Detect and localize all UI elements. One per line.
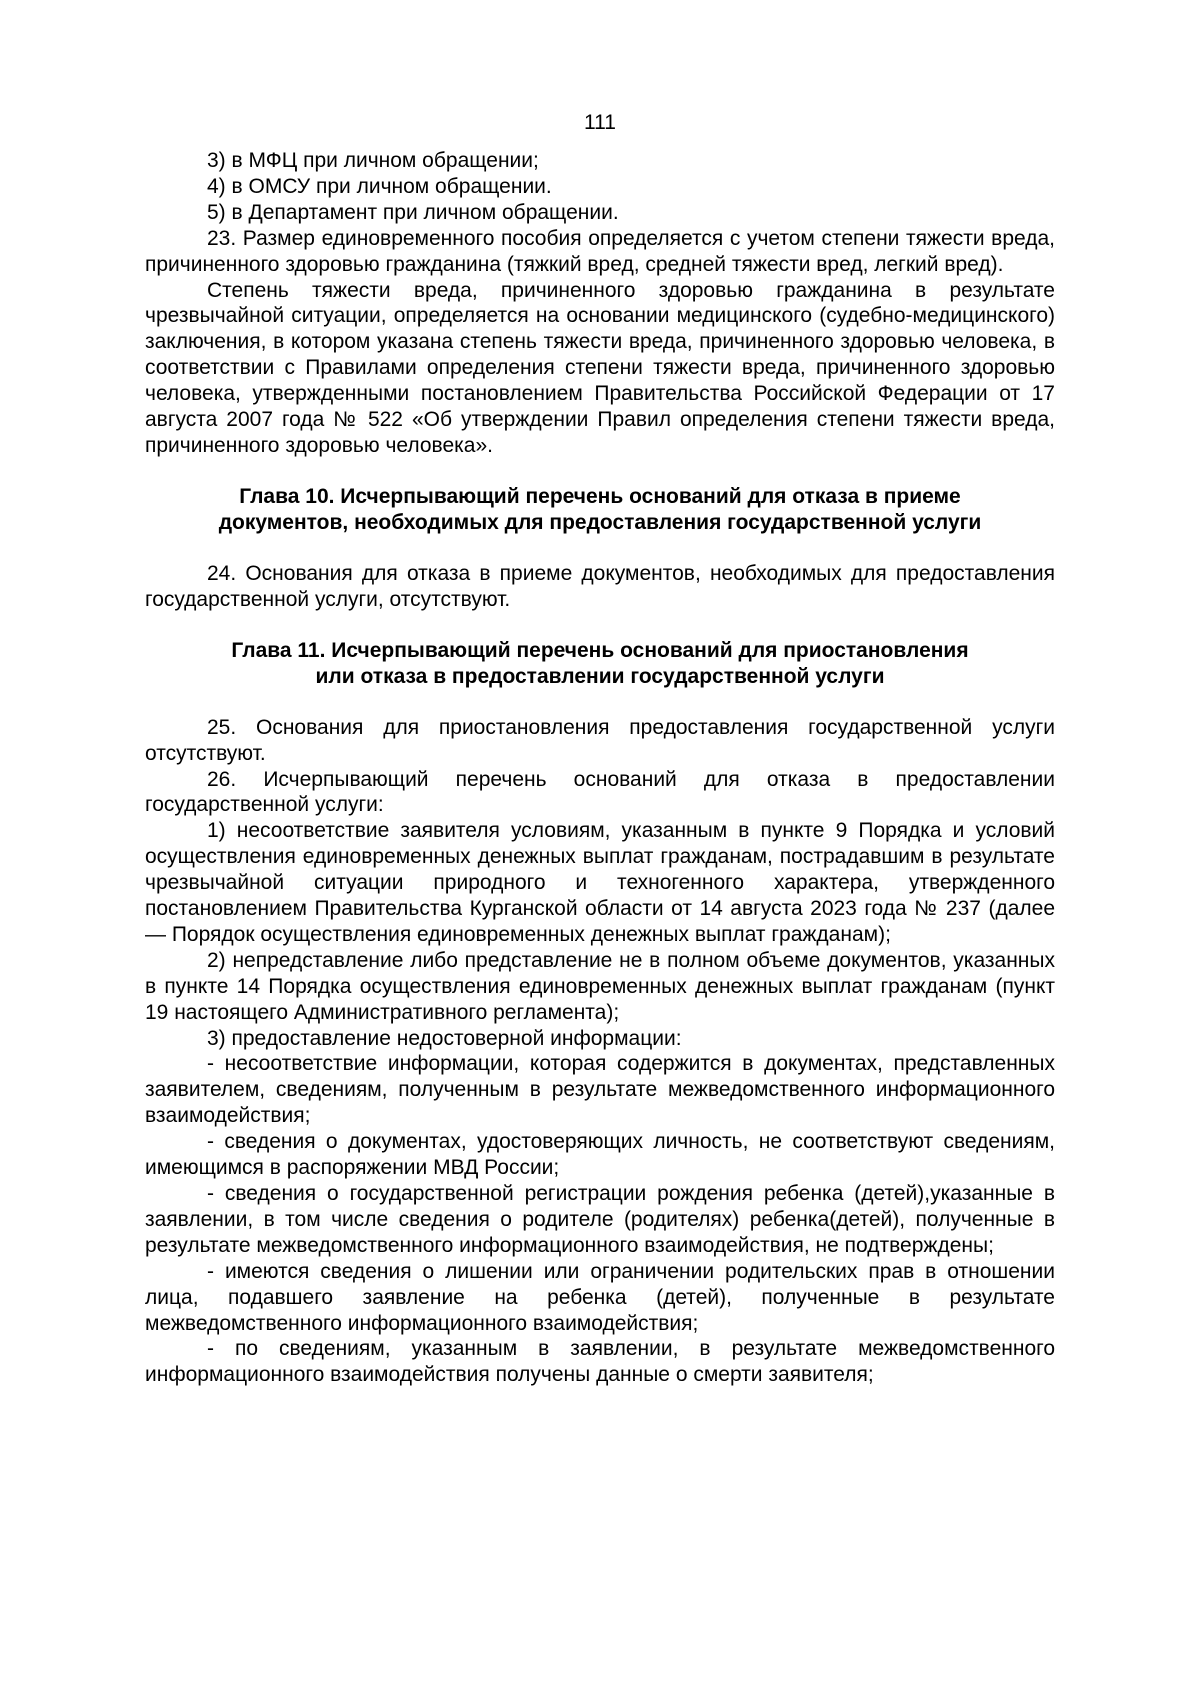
- paragraph-26: 26. Исчерпывающий перечень оснований для отказа в предоставлении государственной услуги:: [145, 767, 1055, 817]
- bullet-item-death-data: - по сведениям, указанным в заявлении, в результате межведомственного информационного взаимодействия получены данные о смерти заявителя;: [145, 1337, 1055, 1387]
- paragraph-26-item-1: 1) несоответствие заявителя условиям, указанным в пункте 9 Порядка и условий осуществления единовременных денежных выплат гражданам, пострадавшим в результате чрезвычайной ситуации природного и техногенного характера, утвержденного постановлением Правительства Курганской области от 14 августа 2023 года № 237 (далее — Порядок осуществления единовременных денежных выплат гражданам);: [145, 819, 1055, 946]
- chapter-10-heading-line-1: Глава 10. Исчерпывающий перечень оснований для отказа в приеме: [239, 484, 961, 508]
- paragraph-25: 25. Основания для приостановления предоставления государственной услуги отсутствуют.: [145, 715, 1055, 765]
- page-number: 111: [584, 111, 616, 134]
- chapter-11-heading-line-1: Глава 11. Исчерпывающий перечень оснований для приостановления: [231, 638, 969, 662]
- chapter-10-heading-line-2: документов, необходимых для предоставления государственной услуги: [218, 510, 982, 534]
- bullet-item-birth-registration: - сведения о государственной регистрации рождения ребенка (детей),указанные в заявлении, в том числе сведения о родителе (родителях) ребенка(детей), полученные в результате межведомственного информационного взаимодействия, не подтверждены;: [145, 1182, 1055, 1257]
- spacer: [145, 690, 1055, 715]
- bullet-item-identity: - сведения о документах, удостоверяющих личность, не соответствуют сведениям, имеющимся в распоряжении МВД России;: [145, 1130, 1055, 1180]
- paragraph-severity: Степень тяжести вреда, причиненного здоровью гражданина в результате чрезвычайной ситуации, определяется на основании медицинского (судебно-медицинского) заключения, в котором указана степень тяжести вреда, причиненного здоровью человека, в соответствии с Правилами определения степени тяжести вреда, причиненного здоровью человека, утвержденными постановлением Правительства Российской Федерации от 17 августа 2007 года № 522 «Об утверждении Правил определения степени тяжести вреда, причиненного здоровью человека».: [145, 278, 1055, 457]
- spacer: [145, 459, 1055, 484]
- paragraph-26-item-2: 2) непредставление либо представление не в полном объеме документов, указанных в пункте 14 Порядка осуществления единовременных денежных выплат гражданам (пункт 19 настоящего Административного регламента);: [145, 948, 1055, 1024]
- bullet-item-mismatch: - несоответствие информации, которая содержится в документах, представленных заявителем, сведениям, полученным в результате межведомственного информационного взаимодействия;: [145, 1052, 1055, 1128]
- paragraph-item-5: 5) в Департамент при личном обращении.: [207, 200, 619, 224]
- paragraph-item-4: 4) в ОМСУ при личном обращении.: [207, 174, 552, 198]
- paragraph-item-3: 3) в МФЦ при личном обращении;: [207, 149, 539, 172]
- document-page: [145, 110, 1055, 1388]
- chapter-11-heading-line-2: или отказа в предоставлении государственной услуги: [315, 664, 885, 688]
- spacer: [145, 613, 1055, 638]
- paragraph-24: 24. Основания для отказа в приеме документов, необходимых для предоставления государственной услуги, отсутствуют.: [145, 561, 1055, 611]
- paragraph-26-item-3: 3) предоставление недостоверной информации:: [207, 1026, 682, 1050]
- paragraph-23: 23. Размер единовременного пособия определяется с учетом степени тяжести вреда, причиненного здоровью гражданина (тяжкий вред, средней тяжести вред, легкий вред).: [145, 226, 1055, 276]
- spacer: [145, 536, 1055, 561]
- bullet-item-parental-rights: - имеются сведения о лишении или ограничении родительских прав в отношении лица, подавшего заявление на ребенка (детей), полученные в результате межведомственного информационного взаимодействия;: [145, 1259, 1055, 1335]
